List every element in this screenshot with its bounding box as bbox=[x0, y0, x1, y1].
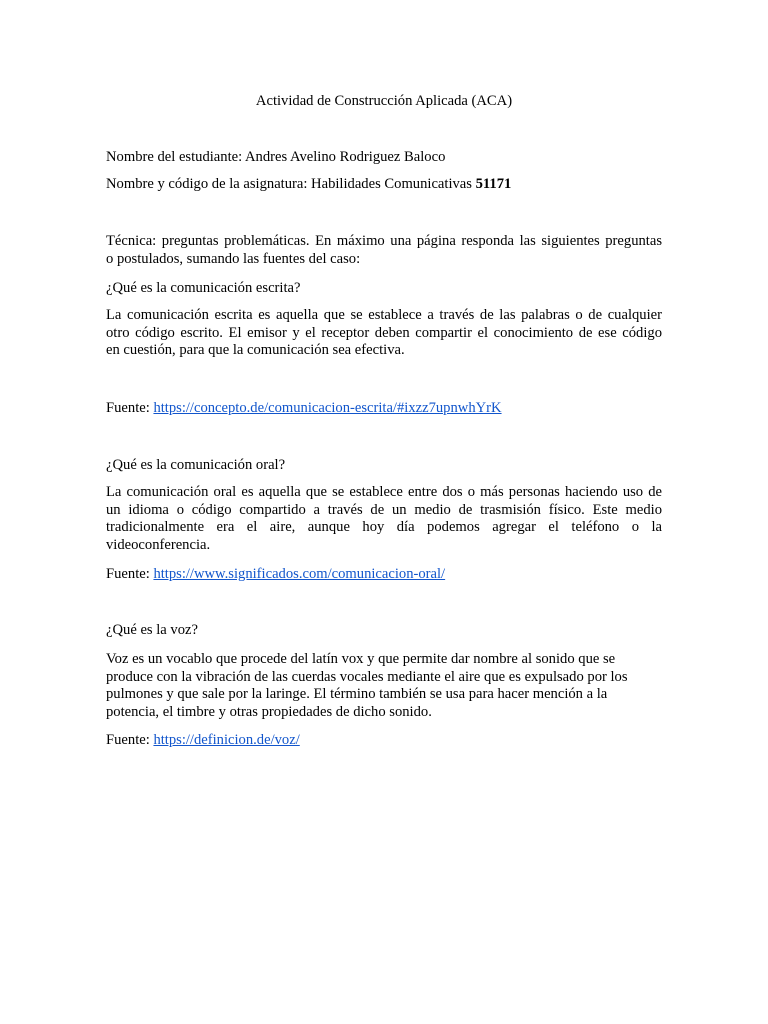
document-title: Actividad de Construcción Aplicada (ACA) bbox=[255, 93, 513, 109]
course-line bbox=[106, 176, 662, 194]
course-code: 51171 bbox=[475, 176, 512, 192]
answer-line: tradicionalmente era el aire, aunque hoy día podemos agregar el teléfono o la bbox=[106, 519, 662, 535]
answer-line: produce con la vibración de las cuerdas vocales mediante el aire que es expulsado por los bbox=[106, 668, 628, 685]
answer-line: Voz es un vocablo que procede del latín vox y que permite dar nombre al sonido que se bbox=[106, 651, 616, 667]
question-heading: ¿Qué es la voz? bbox=[106, 622, 198, 638]
answer-line: otro código escrito. El emisor y el receptor deben compartir el conocimiento de ese código bbox=[106, 324, 662, 341]
answer-paragraph bbox=[106, 651, 662, 721]
technique-paragraph bbox=[106, 233, 662, 268]
student-name-line: Nombre del estudiante: Andres Avelino Rodriguez Baloco bbox=[106, 149, 446, 165]
source-link[interactable]: https://concepto.de/comunicacion-escrita/#ixzz7upnwhYrK bbox=[153, 400, 502, 416]
source-link[interactable]: https://www.significados.com/comunicacion-oral/ bbox=[153, 566, 446, 582]
answer-line: pulmones y que sale por la laringe. El término también se usa para hacer mención a la bbox=[106, 686, 608, 702]
answer-paragraph bbox=[106, 484, 662, 554]
answer-line: videoconferencia. bbox=[106, 536, 211, 553]
source-line bbox=[106, 566, 662, 584]
answer-line: La comunicación escrita es aquella que se establece a través de las palabras o de cualquier bbox=[106, 307, 662, 323]
source-label: Fuente: bbox=[106, 566, 154, 582]
source-label: Fuente: bbox=[106, 400, 154, 416]
source-line bbox=[106, 732, 662, 750]
answer-line: La comunicación oral es aquella que se establece entre dos o más personas haciendo uso de bbox=[106, 484, 662, 500]
source-link[interactable]: https://definicion.de/voz/ bbox=[153, 732, 300, 748]
answer-paragraph bbox=[106, 307, 662, 360]
course-name-text: Nombre y código de la asignatura: Habilidades Comunicativas bbox=[106, 176, 476, 192]
source-line bbox=[106, 400, 662, 418]
technique-line: o postulados, sumando las fuentes del caso: bbox=[106, 250, 361, 267]
answer-line: en cuestión, para que la comunicación sea efectiva. bbox=[106, 342, 405, 358]
question-heading: ¿Qué es la comunicación escrita? bbox=[106, 280, 301, 296]
technique-line: Técnica: preguntas problemáticas. En máximo una página responda las siguientes preguntas bbox=[106, 233, 662, 249]
answer-line: un idioma o código compartido a través de un medio de trasmisión físico. Este medio bbox=[106, 501, 662, 518]
answer-line: potencia, el timbre y otras propiedades de dicho sonido. bbox=[106, 703, 432, 720]
source-label: Fuente: bbox=[106, 732, 154, 748]
question-heading: ¿Qué es la comunicación oral? bbox=[106, 457, 286, 473]
